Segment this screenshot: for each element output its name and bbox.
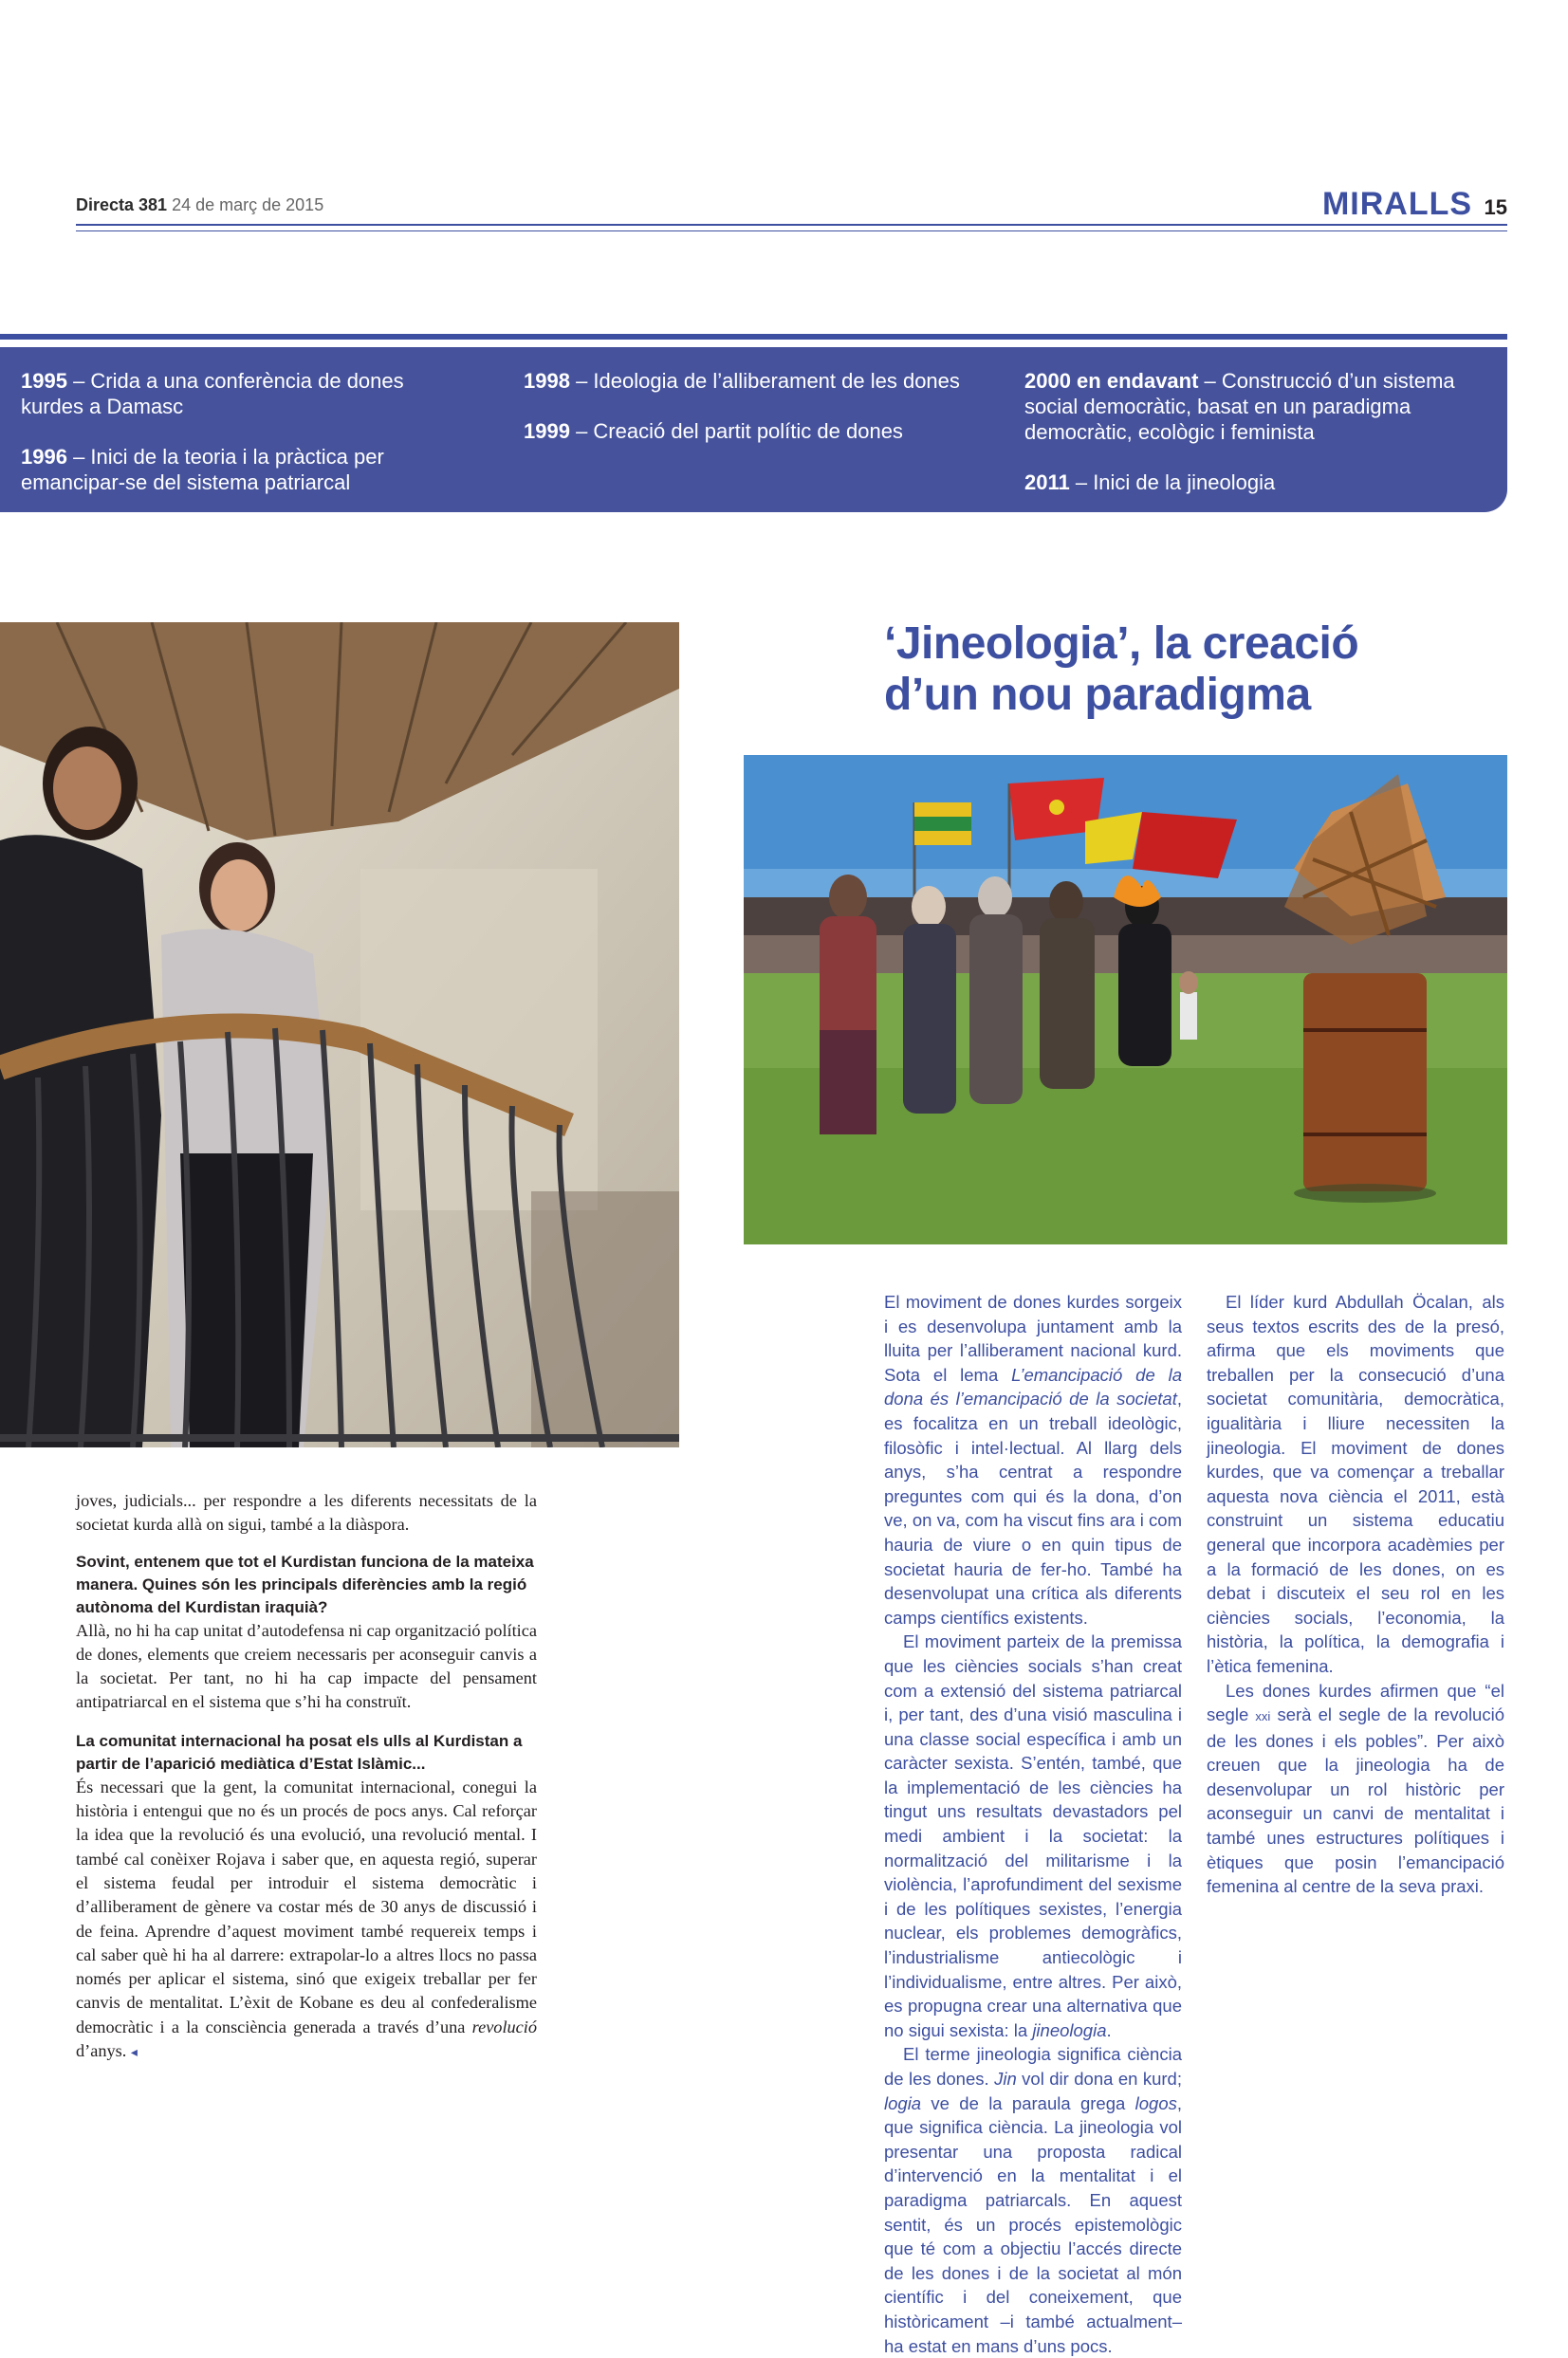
header-publication-info [76, 195, 323, 215]
timeline-year: 2011 [1024, 470, 1070, 494]
timeline-column-2 [524, 368, 998, 469]
article-paragraph-2: El moviment parteix de la premissa que les ciències socials s’han creat com a extensió del sistema patriarcal i, per tant, des d’una visió masculina i una classe social específica i amb un caràcter sexista. S’entén, també, que la implementació de les ciències ha tingut uns resultats devastadors pel medi ambient i la societat: la normalització del militarisme i la violència, l’aprofundiment del sexisme i de les polítiques sexistes, l’energia nuclear, els problemes demogràfics, l’industrialisme antiecològic i l’individualisme, entre altres. Per això, es propugna crear una alternativa que no sigui sexista: la jineologia. [884, 1631, 1182, 2040]
article-column-1 [884, 1290, 1182, 2358]
interview-answer-1: Allà, no hi ha cap unitat d’autodefensa ni cap organització política de dones, elements que creiem necessaris per aconseguir canvis a la societat. Per tant, no hi ha cap impacte del pensament antipatriarcal en el sistema que s’hi ha construït. [76, 1620, 537, 1712]
header-section-info [1322, 186, 1507, 223]
timeline-item [21, 444, 448, 495]
article-column-2 [1207, 1290, 1504, 1899]
header-rule-bottom [76, 230, 1507, 231]
timeline-text: – Creació del partit polític de dones [569, 419, 903, 443]
headline-line-2: d’un nou paradigma [884, 670, 1311, 720]
article-paragraph-1: El moviment de dones kurdes sorgeix i es desenvolupa juntament amb la lluita per l’alliberament nacional kurd. Sota el lema L’emancipació de la dona és l’emancipació de la societat, es focalitza en un treball ideològic, filosòfic i intel·lectual. Al llarg dels anys, s’ha centrat a respondre preguntes com qui és la dona, d’on ve, on va, com ha viscut fins ara i com hauria de viure o en quin tipus de societat hauria de fer-ho. També ha desenvolupat una crítica als diferents camps científics existents. [884, 1292, 1182, 1628]
end-of-article-icon: ◂ [130, 2045, 138, 2061]
timeline-column-3 [1024, 368, 1499, 520]
timeline-text: – Inici de la teoria i la pràctica per emancipar-se del sistema patriarcal [21, 445, 384, 494]
article-paragraph-4: El líder kurd Abdullah Öcalan, als seus textos escrits des de la presó, afirma que els moviments que treballen per la consecució d’una societat comunitària, democràtica, igualitària i lliure necessiten la jineologia. El moviment de dones kurdes, que va començar a treballar aquesta nova ciència el 2011, està construint un sistema educatiu general que incorpora acadèmies per a la formació de les dones, on es debat i discuteix el seu rol en les ciències socials, l’economia, la història, la política, la demografia i l’ètica femenina. [1207, 1292, 1504, 1676]
article-paragraph-5: Les dones kurdes afirmen que “el segle xxi serà el segle de la revolució de les dones i els pobles”. Per això creuen que la jineologia ha de desenvolupar un rol històric per aconseguir un canvi de mentalitat i també unes estructures polítiques i ètiques que posin l’emancipació femenina al centre de la seva praxi. [1207, 1680, 1504, 1897]
issue-date: 24 de març de 2015 [172, 195, 324, 214]
photo-women-balcony [0, 622, 679, 1447]
article-paragraph-3: El terme jineologia significa ciència de les dones. Jin vol dir dona en kurd; logia ve de la paraula grega logos, que significa ciència. La jineologia vol presentar una proposta radical d’intervenció en la mentalitat i el paradigma patriarcals. En aquest sentit, és un procés epistemològic que té com a objectiu l’accés directe de les dones i de la societat al món científic i del coneixement, que històricament –i també actualment– ha estat en mans d’uns pocs. [884, 2044, 1182, 2356]
timeline-year: 1998 [524, 369, 570, 393]
timeline-item [21, 368, 448, 419]
article-headline [884, 618, 1491, 721]
timeline-year: 2000 en endavant [1024, 369, 1199, 393]
timeline-year: 1995 [21, 369, 67, 393]
page-number: 15 [1484, 195, 1507, 219]
timeline-text: – Ideologia de l’alliberament de les dones [569, 369, 960, 393]
interview-intro: joves, judicials... per respondre a les diferents necessitats de la societat kurda allà on sigui, també a la diàspora. [76, 1491, 537, 1535]
timeline-item [524, 418, 998, 444]
interview-question-1: Sovint, entenem que tot el Kurdistan funciona de la mateixa manera. Quines són les principals diferències amb la regió autònoma del Kurdistan iraquià? [76, 1552, 534, 1616]
timeline-item [1024, 470, 1499, 495]
timeline-band [0, 347, 1507, 512]
timeline-text: – Inici de la jineologia [1069, 470, 1276, 494]
timeline-text: – Construcció d’un sistema social democràtic, basat en un paradigma democràtic, ecològic i feminista [1024, 369, 1455, 444]
timeline-year: 1996 [21, 445, 67, 469]
interview-column [76, 1489, 537, 2080]
timeline-item [1024, 368, 1499, 445]
section-name: MIRALLS [1321, 186, 1473, 222]
timeline-text: – Crida a una conferència de dones kurdes a Damasc [21, 369, 404, 418]
headline-line-1: ‘Jineologia’, la creació [884, 618, 1359, 669]
timeline-year: 1999 [524, 419, 570, 443]
publication-name: Directa 381 [76, 195, 168, 214]
interview-answer-2: És necessari que la gent, la comunitat internacional, conegui la història i entengui que no és un procés de pocs anys. Cal reforçar la idea que la revolució és una evolució, una revolució mental. I també cal conèixer Rojava i saber que, en aquesta regió, superar el sistema feudal per introduir el sistema democràtic i d’alliberament de gènere va costar més de 30 anys de discussió i de feina. Aprendre d’aquest moviment també requereix temps i cal saber què hi ha al darrere: extrapolar-lo a altres llocs no passa només per aplicar el sistema, sinó que exigeix treballar per fer canvis de mentalitat. L’èxit de Kobane es deu al confederalisme democràtic i a la consciència generada a través d’una revolució d’anys. ◂ [76, 1777, 537, 2061]
header-rule-top [76, 224, 1507, 226]
timeline-column-1 [21, 368, 448, 520]
photo-women-bonfire [744, 755, 1507, 1244]
timeline-top-bar [0, 334, 1507, 340]
timeline-item [524, 368, 998, 394]
interview-question-2: La comunitat internacional ha posat els ulls al Kurdistan a partir de l’aparició mediàtica d’Estat Islàmic... [76, 1731, 523, 1773]
